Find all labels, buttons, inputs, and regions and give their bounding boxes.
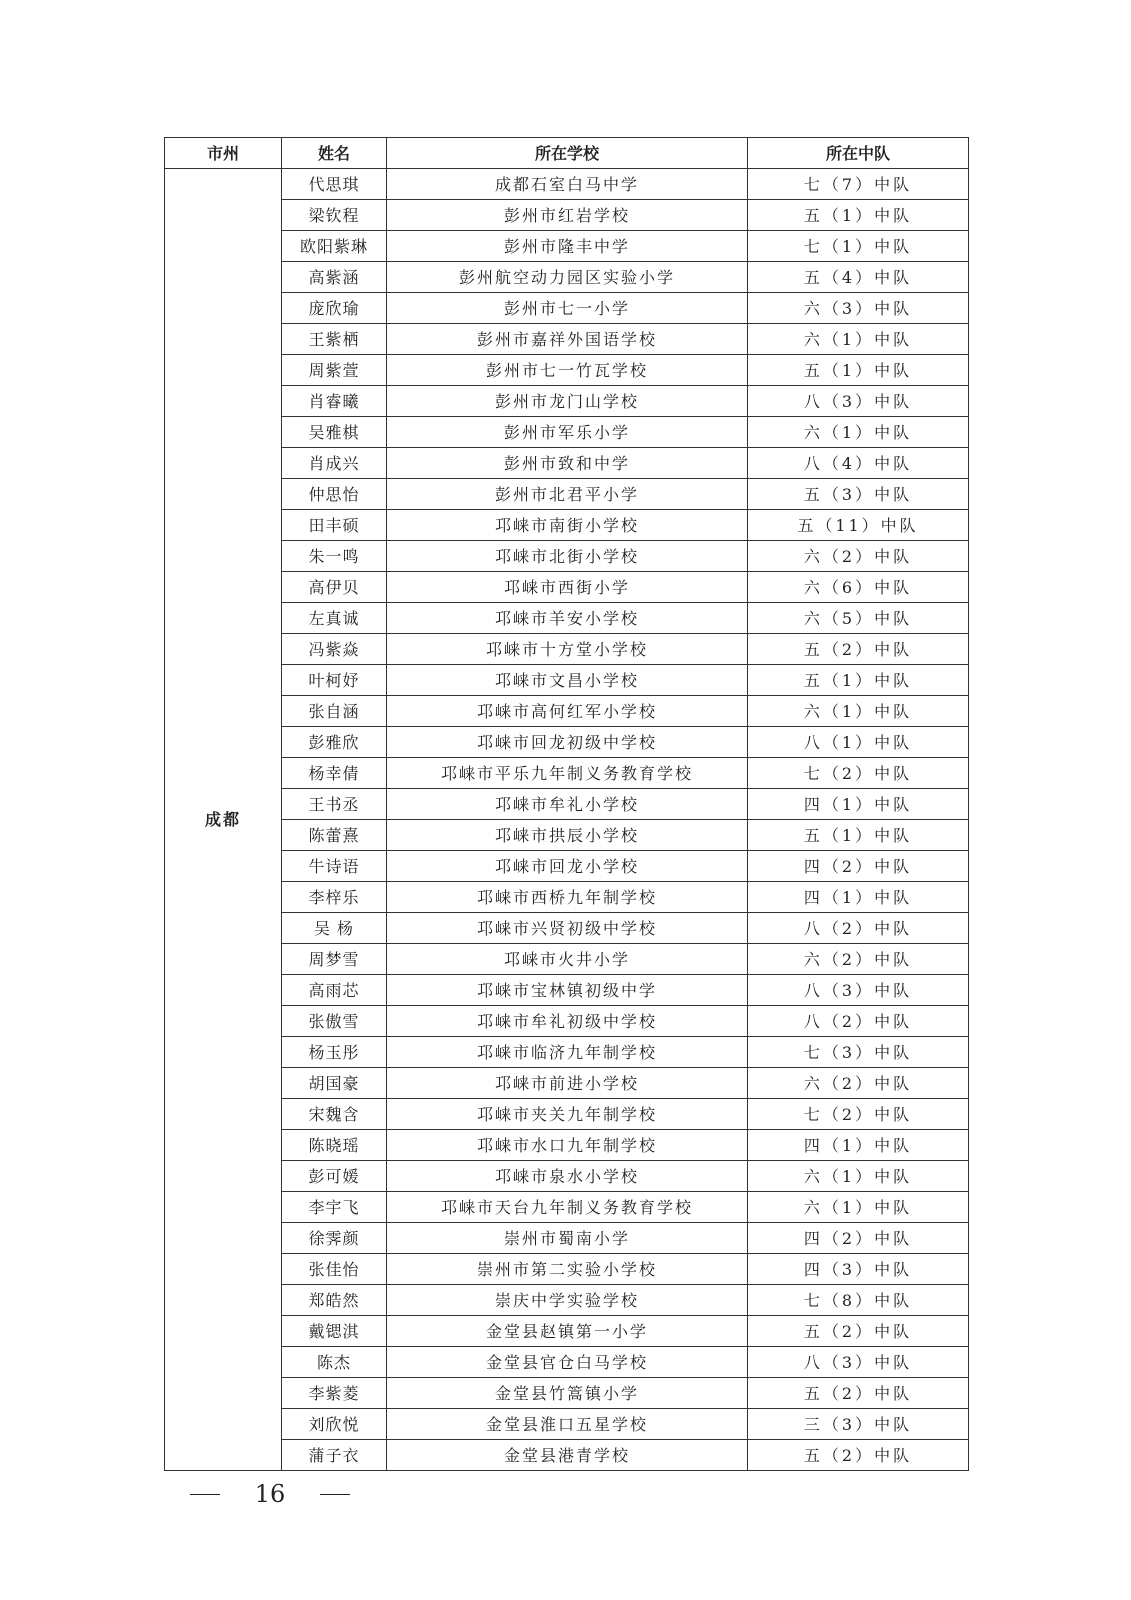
name-cell: 李宇飞 <box>282 1192 387 1223</box>
table-row <box>165 1409 969 1440</box>
table-row <box>165 851 969 882</box>
squad-cell: 五（2）中队 <box>748 634 969 665</box>
squad-cell: 五（11）中队 <box>748 510 969 541</box>
table-row <box>165 355 969 386</box>
table-row <box>165 1347 969 1378</box>
table-row <box>165 789 969 820</box>
school-cell: 邛崃市文昌小学校 <box>387 665 748 696</box>
name-cell: 吴雅棋 <box>282 417 387 448</box>
name-cell: 张佳怡 <box>282 1254 387 1285</box>
school-cell: 邛崃市前进小学校 <box>387 1068 748 1099</box>
name-cell: 周紫萱 <box>282 355 387 386</box>
name-cell: 田丰硕 <box>282 510 387 541</box>
table-row <box>165 200 969 231</box>
footer-dash-right <box>320 1494 350 1495</box>
name-cell: 仲思怡 <box>282 479 387 510</box>
name-cell: 高紫涵 <box>282 262 387 293</box>
squad-cell: 五（2）中队 <box>748 1440 969 1471</box>
school-cell: 邛崃市西桥九年制学校 <box>387 882 748 913</box>
squad-cell: 八（3）中队 <box>748 386 969 417</box>
table-row <box>165 1316 969 1347</box>
squad-cell: 四（1）中队 <box>748 789 969 820</box>
school-cell: 邛崃市拱辰小学校 <box>387 820 748 851</box>
name-cell: 郑皓然 <box>282 1285 387 1316</box>
table-row <box>165 262 969 293</box>
table-row <box>165 758 969 789</box>
table-row <box>165 169 969 200</box>
school-cell: 彭州市龙门山学校 <box>387 386 748 417</box>
table-row <box>165 1440 969 1471</box>
squad-cell: 五（1）中队 <box>748 820 969 851</box>
table-row <box>165 510 969 541</box>
table-row <box>165 665 969 696</box>
school-cell: 金堂县淮口五星学校 <box>387 1409 748 1440</box>
squad-cell: 三（3）中队 <box>748 1409 969 1440</box>
table-row <box>165 324 969 355</box>
table-row <box>165 1099 969 1130</box>
squad-cell: 七（7）中队 <box>748 169 969 200</box>
squad-cell: 五（2）中队 <box>748 1378 969 1409</box>
school-cell: 邛崃市南街小学校 <box>387 510 748 541</box>
name-cell: 朱一鸣 <box>282 541 387 572</box>
table-row <box>165 231 969 262</box>
school-cell: 金堂县竹篙镇小学 <box>387 1378 748 1409</box>
table-row <box>165 1254 969 1285</box>
name-cell: 李梓乐 <box>282 882 387 913</box>
school-cell: 邛崃市水口九年制学校 <box>387 1130 748 1161</box>
school-cell: 彭州航空动力园区实验小学 <box>387 262 748 293</box>
school-cell: 彭州市隆丰中学 <box>387 231 748 262</box>
header-squad: 所在中队 <box>748 138 969 169</box>
squad-cell: 四（2）中队 <box>748 851 969 882</box>
squad-cell: 七（8）中队 <box>748 1285 969 1316</box>
squad-cell: 六（1）中队 <box>748 1161 969 1192</box>
table-row <box>165 1068 969 1099</box>
table-row <box>165 1006 969 1037</box>
squad-cell: 六（1）中队 <box>748 417 969 448</box>
squad-cell: 六（1）中队 <box>748 324 969 355</box>
school-cell: 彭州市七一小学 <box>387 293 748 324</box>
name-cell: 牛诗语 <box>282 851 387 882</box>
name-cell: 徐霁颜 <box>282 1223 387 1254</box>
name-cell: 高伊贝 <box>282 572 387 603</box>
school-cell: 彭州市嘉祥外国语学校 <box>387 324 748 355</box>
name-cell: 胡国豪 <box>282 1068 387 1099</box>
header-city: 市州 <box>165 138 282 169</box>
table-row <box>165 727 969 758</box>
name-cell: 刘欣悦 <box>282 1409 387 1440</box>
name-cell: 王书丞 <box>282 789 387 820</box>
school-cell: 彭州市军乐小学 <box>387 417 748 448</box>
squad-cell: 六（1）中队 <box>748 696 969 727</box>
squad-cell: 七（2）中队 <box>748 758 969 789</box>
table-row <box>165 975 969 1006</box>
name-cell: 陈晓瑶 <box>282 1130 387 1161</box>
school-cell: 邛崃市天台九年制义务教育学校 <box>387 1192 748 1223</box>
name-cell: 庞欣瑜 <box>282 293 387 324</box>
school-cell: 邛崃市平乐九年制义务教育学校 <box>387 758 748 789</box>
name-cell: 梁钦程 <box>282 200 387 231</box>
squad-cell: 六（6）中队 <box>748 572 969 603</box>
table-row <box>165 1130 969 1161</box>
table-row <box>165 603 969 634</box>
squad-cell: 五（4）中队 <box>748 262 969 293</box>
squad-cell: 八（2）中队 <box>748 913 969 944</box>
school-cell: 邛崃市牟礼初级中学校 <box>387 1006 748 1037</box>
squad-cell: 四（3）中队 <box>748 1254 969 1285</box>
table-row <box>165 944 969 975</box>
header-school: 所在学校 <box>387 138 748 169</box>
school-cell: 邛崃市回龙初级中学校 <box>387 727 748 758</box>
squad-cell: 八（3）中队 <box>748 1347 969 1378</box>
squad-cell: 八（2）中队 <box>748 1006 969 1037</box>
school-cell: 金堂县官仓白马学校 <box>387 1347 748 1378</box>
name-cell: 左真诚 <box>282 603 387 634</box>
name-cell: 肖睿曦 <box>282 386 387 417</box>
table-row <box>165 417 969 448</box>
name-cell: 欧阳紫琳 <box>282 231 387 262</box>
city-cell: 成都 <box>165 169 282 1471</box>
table-row <box>165 1192 969 1223</box>
school-cell: 邛崃市牟礼小学校 <box>387 789 748 820</box>
school-cell: 崇州市第二实验小学校 <box>387 1254 748 1285</box>
name-cell: 陈蕾熹 <box>282 820 387 851</box>
squad-cell: 五（3）中队 <box>748 479 969 510</box>
name-cell: 张傲雪 <box>282 1006 387 1037</box>
table-row <box>165 820 969 851</box>
school-cell: 邛崃市兴贤初级中学校 <box>387 913 748 944</box>
squad-cell: 六（5）中队 <box>748 603 969 634</box>
table-row <box>165 913 969 944</box>
squad-cell: 八（1）中队 <box>748 727 969 758</box>
name-cell: 彭雅欣 <box>282 727 387 758</box>
name-cell: 叶柯妤 <box>282 665 387 696</box>
school-cell: 邛崃市回龙小学校 <box>387 851 748 882</box>
school-cell: 彭州市北君平小学 <box>387 479 748 510</box>
name-cell: 代思琪 <box>282 169 387 200</box>
name-cell: 周梦雪 <box>282 944 387 975</box>
school-cell: 崇庆中学实验学校 <box>387 1285 748 1316</box>
squad-cell: 八（3）中队 <box>748 975 969 1006</box>
school-cell: 邛崃市泉水小学校 <box>387 1161 748 1192</box>
page-number: 16 <box>254 1480 286 1508</box>
page-footer <box>190 1474 350 1514</box>
squad-cell: 八（4）中队 <box>748 448 969 479</box>
table-row <box>165 1037 969 1068</box>
name-cell: 李紫菱 <box>282 1378 387 1409</box>
squad-cell: 七（1）中队 <box>748 231 969 262</box>
school-cell: 金堂县赵镇第一小学 <box>387 1316 748 1347</box>
name-cell: 宋魏含 <box>282 1099 387 1130</box>
table-row <box>165 448 969 479</box>
name-cell: 杨幸倩 <box>282 758 387 789</box>
squad-cell: 五（1）中队 <box>748 665 969 696</box>
squad-cell: 六（1）中队 <box>748 1192 969 1223</box>
table-row <box>165 479 969 510</box>
school-cell: 邛崃市夹关九年制学校 <box>387 1099 748 1130</box>
squad-cell: 四（2）中队 <box>748 1223 969 1254</box>
table-row <box>165 1378 969 1409</box>
name-cell: 杨玉彤 <box>282 1037 387 1068</box>
school-cell: 彭州市红岩学校 <box>387 200 748 231</box>
name-cell: 张自涵 <box>282 696 387 727</box>
school-cell: 邛崃市十方堂小学校 <box>387 634 748 665</box>
name-cell: 吴 杨 <box>282 913 387 944</box>
table-row <box>165 1285 969 1316</box>
squad-cell: 五（1）中队 <box>748 200 969 231</box>
squad-cell: 五（1）中队 <box>748 355 969 386</box>
name-cell: 蒲子衣 <box>282 1440 387 1471</box>
table-row <box>165 386 969 417</box>
squad-cell: 六（2）中队 <box>748 541 969 572</box>
table-row <box>165 1223 969 1254</box>
school-cell: 邛崃市宝林镇初级中学 <box>387 975 748 1006</box>
school-cell: 彭州市致和中学 <box>387 448 748 479</box>
table-row <box>165 882 969 913</box>
table-row <box>165 1161 969 1192</box>
name-cell: 冯紫焱 <box>282 634 387 665</box>
roster-table <box>164 137 969 1471</box>
table-row <box>165 696 969 727</box>
squad-cell: 六（3）中队 <box>748 293 969 324</box>
school-cell: 成都石室白马中学 <box>387 169 748 200</box>
name-cell: 高雨芯 <box>282 975 387 1006</box>
squad-cell: 七（3）中队 <box>748 1037 969 1068</box>
footer-dash-left <box>190 1494 220 1495</box>
table-body <box>165 169 969 1471</box>
squad-cell: 四（1）中队 <box>748 1130 969 1161</box>
name-cell: 戴锶淇 <box>282 1316 387 1347</box>
name-cell: 陈杰 <box>282 1347 387 1378</box>
name-cell: 彭可媛 <box>282 1161 387 1192</box>
table-row <box>165 572 969 603</box>
table-header-row <box>165 138 969 169</box>
school-cell: 崇州市蜀南小学 <box>387 1223 748 1254</box>
school-cell: 邛崃市临济九年制学校 <box>387 1037 748 1068</box>
school-cell: 邛崃市高何红军小学校 <box>387 696 748 727</box>
squad-cell: 七（2）中队 <box>748 1099 969 1130</box>
squad-cell: 六（2）中队 <box>748 944 969 975</box>
school-cell: 邛崃市羊安小学校 <box>387 603 748 634</box>
table-row <box>165 541 969 572</box>
school-cell: 金堂县港青学校 <box>387 1440 748 1471</box>
name-cell: 肖成兴 <box>282 448 387 479</box>
school-cell: 彭州市七一竹瓦学校 <box>387 355 748 386</box>
table-row <box>165 293 969 324</box>
squad-cell: 五（2）中队 <box>748 1316 969 1347</box>
table-row <box>165 634 969 665</box>
squad-cell: 四（1）中队 <box>748 882 969 913</box>
school-cell: 邛崃市西街小学 <box>387 572 748 603</box>
header-name: 姓名 <box>282 138 387 169</box>
name-cell: 王紫栖 <box>282 324 387 355</box>
squad-cell: 六（2）中队 <box>748 1068 969 1099</box>
school-cell: 邛崃市北街小学校 <box>387 541 748 572</box>
school-cell: 邛崃市火井小学 <box>387 944 748 975</box>
